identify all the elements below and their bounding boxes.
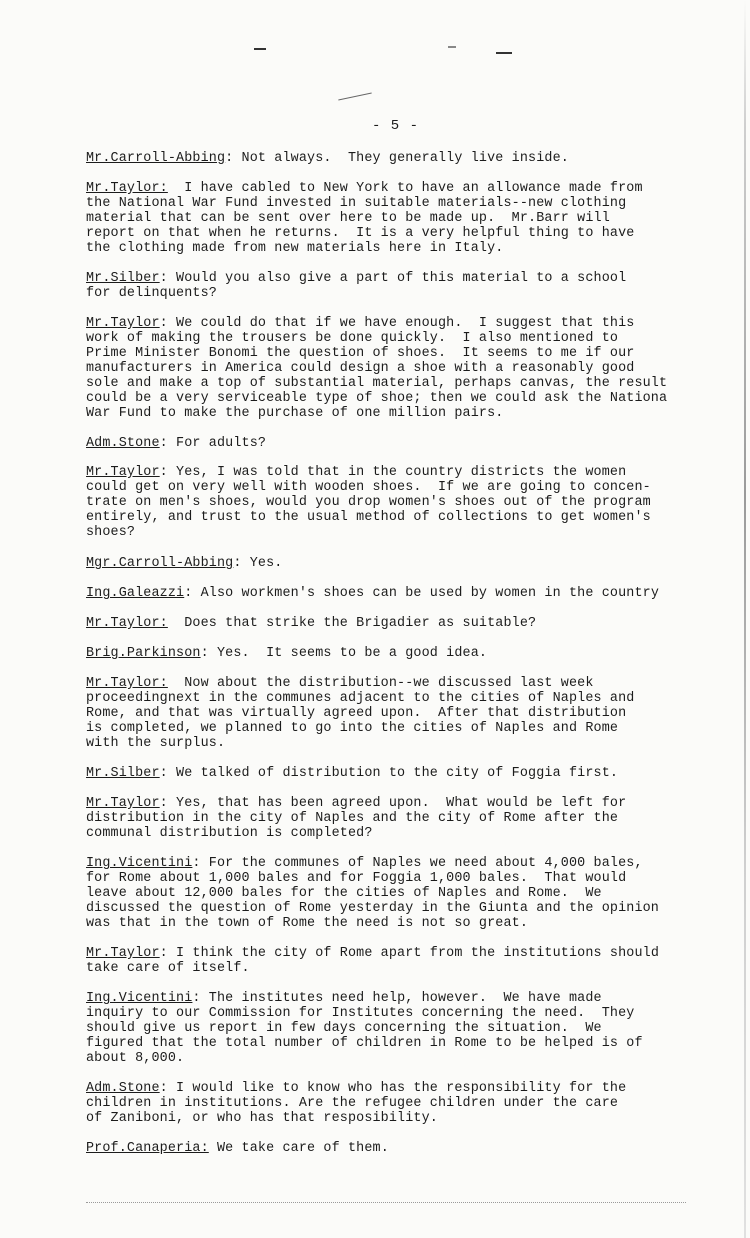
dialogue-text: : Also workmen's shoes can be used by women in the country [184, 586, 660, 601]
dialogue-text: : I think the city of Rome apart from the institutions should take care of itself. [86, 946, 659, 976]
scan-mark [338, 92, 371, 100]
dialogue-paragraph [86, 796, 726, 841]
page-number: - 5 - [372, 118, 420, 134]
dialogue-paragraph [86, 436, 726, 451]
dialogue-text: : We could do that if we have enough. I suggest that this work of making the trousers be done quickly. I also mentioned to Prime Minister Bonomi the question of shoes. It seems to me if our manufacturers in America could design a shoe with a reasonably good sole and make a top of substantial material, perhaps canvas, the result could be a very serviceable type of shoe; then we could ask the Nationa War Fund to make the purchase of one million pairs. [86, 316, 668, 421]
speaker-name: Adm.Stone [86, 1081, 160, 1096]
dialogue-paragraph [86, 465, 726, 540]
dialogue-text: Now about the distribution--we discussed last week proceedingnext in the communes adjacent to the cities of Naples and Rome, and that was virtually agreed upon. After that distribution is completed, we planned to go into the cities of Naples and Rome with the surplus. [86, 676, 635, 751]
speaker-name: Mr.Silber [86, 271, 160, 286]
speaker-name: Mr.Carroll-Abbing [86, 151, 226, 166]
speaker-name: Mr.Taylor [86, 946, 160, 961]
dialogue-text: Does that strike the Brigadier as suitable? [167, 616, 537, 631]
scan-page-edge [744, 0, 746, 1238]
speaker-name: Ing.Galeazzi [86, 586, 185, 601]
speaker-name: Mr.Taylor [86, 796, 160, 811]
dialogue-paragraph [86, 1081, 726, 1126]
dialogue-text: : Yes, that has been agreed upon. What would be left for distribution in the city of Naples and the city of Rome after the communal distribution is completed? [86, 796, 627, 841]
dialogue-paragraph [86, 991, 726, 1066]
dialogue-text: : Not always. They generally live inside. [225, 151, 569, 166]
speaker-name: Mr.Taylor: [86, 616, 168, 631]
speaker-name: Mr.Taylor: [86, 676, 168, 691]
dialogue-text: I have cabled to New York to have an allowance made from the National War Fund invested in suitable materials--new clothing material that can be sent over here to be made up. Mr.Barr will report on that when he returns. It is a very helpful thing to have the clothing made from new materials here in Italy. [86, 181, 643, 256]
speaker-name: Mr.Taylor [86, 465, 160, 480]
scan-bottom-rule [86, 1202, 686, 1203]
scan-mark [448, 46, 456, 48]
dialogue-paragraph [86, 946, 726, 976]
scan-mark [254, 48, 266, 50]
dialogue-text: We take care of them. [208, 1141, 389, 1156]
dialogue-text: : For adults? [159, 436, 267, 451]
dialogue-text: : I would like to know who has the responsibility for the children in institutions. Are the refugee children under the care of Zaniboni, or who has that resposibility. [86, 1081, 627, 1126]
dialogue-paragraph [86, 646, 726, 661]
dialogue-text: : Yes. It seems to be a good idea. [200, 646, 488, 661]
dialogue-paragraph [86, 586, 726, 601]
dialogue-paragraph [86, 556, 726, 571]
speaker-name: Brig.Parkinson [86, 646, 201, 661]
dialogue-text: : For the communes of Naples we need about 4,000 bales, for Rome about 1,000 bales and for Foggia 1,000 bales. That would leave about 12,000 bales for the cities of Naples and Rome. We discussed the question of Rome yesterday in the Giunta and the opinion was that in the town of Rome the need is not so great. [86, 856, 659, 931]
dialogue-text: : Yes. [233, 556, 283, 571]
dialogue-text: : Would you also give a part of this material to a school for delinquents? [86, 271, 627, 301]
dialogue-paragraph [86, 856, 726, 931]
dialogue-text: : The institutes need help, however. We have made inquiry to our Commission for Institutes concerning the need. They should give us report in few days concerning the situation. We figured that the total number of children in Rome to be helped is of about 8,000. [86, 991, 643, 1066]
dialogue-paragraph [86, 316, 726, 421]
dialogue-paragraph [86, 1141, 726, 1156]
speaker-name: Ing.Vicentini [86, 856, 193, 871]
dialogue-paragraph [86, 151, 726, 166]
speaker-name: Prof.Canaperia: [86, 1141, 209, 1156]
dialogue-text: : Yes, I was told that in the country districts the women could get on very well with wooden shoes. If we are going to concen- trate on men's shoes, would you drop women's shoes out of the program entirely, and trust to the usual method of collections to get women's shoes? [86, 465, 651, 540]
dialogue-paragraph [86, 181, 726, 256]
dialogue-paragraph [86, 766, 726, 781]
dialogue-paragraph [86, 616, 726, 631]
speaker-name: Mr.Taylor [86, 316, 160, 331]
dialogue-paragraph [86, 676, 726, 751]
speaker-name: Ing.Vicentini [86, 991, 193, 1006]
speaker-name: Mr.Taylor: [86, 181, 168, 196]
speaker-name: Adm.Stone [86, 436, 160, 451]
dialogue-paragraph [86, 271, 726, 301]
speaker-name: Mr.Silber [86, 766, 160, 781]
speaker-name: Mgr.Carroll-Abbing [86, 556, 234, 571]
scan-mark [496, 52, 512, 54]
dialogue-text: : We talked of distribution to the city of Foggia first. [159, 766, 619, 781]
